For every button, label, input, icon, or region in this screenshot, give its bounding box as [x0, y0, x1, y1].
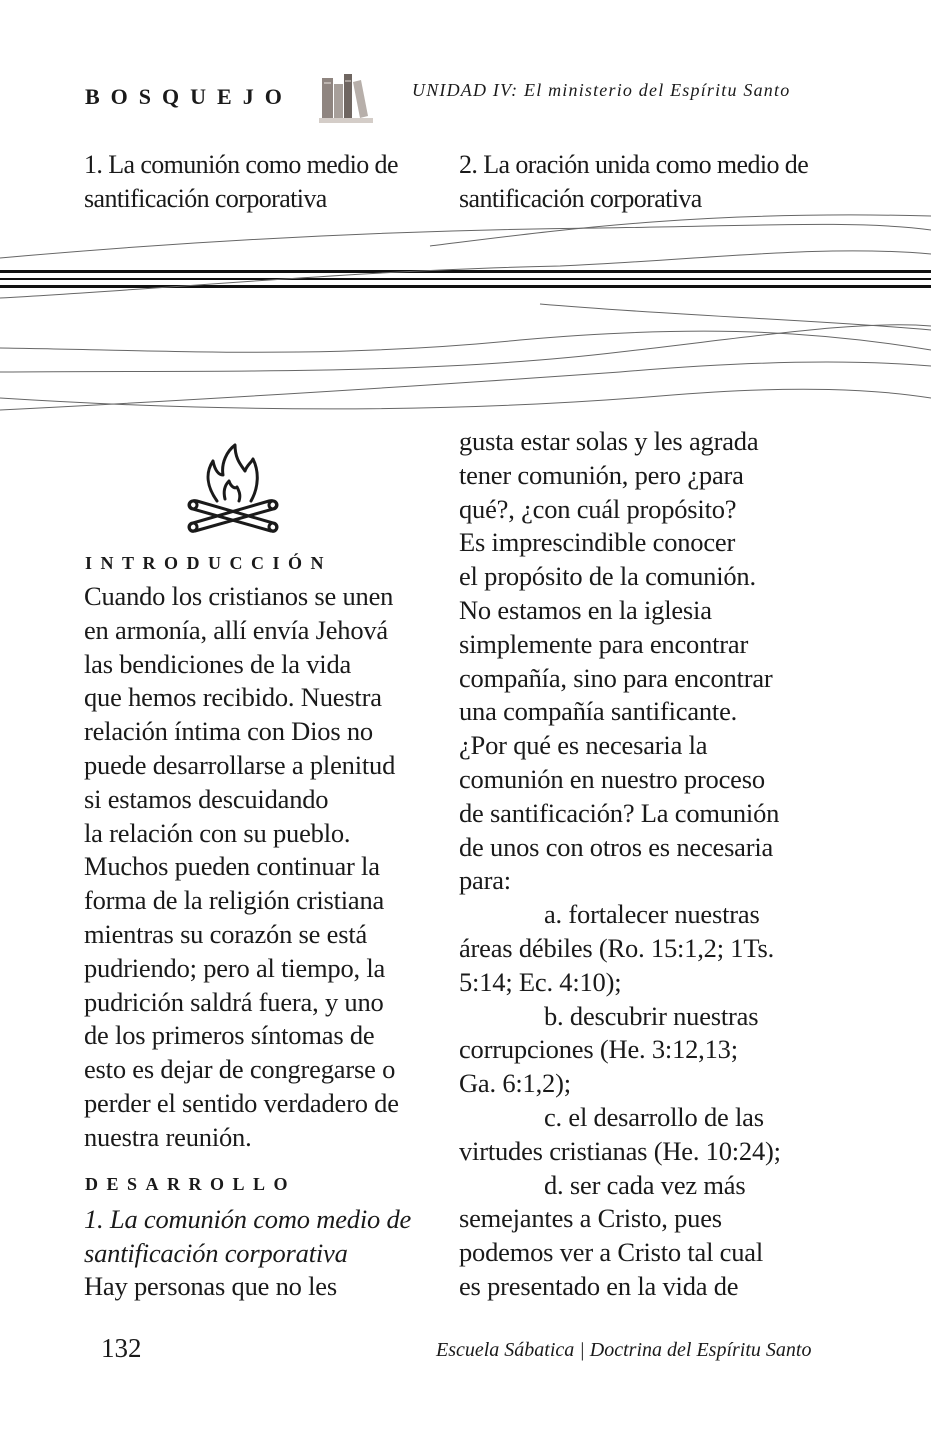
right-column-text [459, 425, 819, 1304]
text-line: gusta estar solas y les agrada [459, 426, 759, 456]
text-line: si estamos descuidando [84, 783, 329, 814]
text-line: simplemente para encontrar [459, 628, 749, 659]
text-line: Muchos pueden continuar la [84, 851, 380, 882]
list-item-d: d. ser cada vez más [544, 1169, 746, 1200]
text-line: de unos con otros es necesaria [459, 831, 774, 862]
campfire-icon [183, 443, 283, 539]
section-1-text: Hay personas que no les [84, 1271, 337, 1301]
text-line: podemos ver a Cristo tal cual [459, 1237, 764, 1268]
text-line: que hemos recibido. Nuestra [84, 682, 382, 713]
text-line: pudriendo; pero al tiempo, la [84, 952, 386, 983]
text-line: forma de la religión cristiana [84, 885, 385, 916]
text-line: nuestra reunión. [84, 1121, 252, 1152]
section-1-title [84, 1203, 429, 1271]
books-icon [318, 72, 374, 126]
text-line: pudrición saldrá fuera, y uno [84, 986, 384, 1017]
intro-heading: INTRODUCCIÓN [85, 553, 333, 573]
outline-item-2: 2. La oración unida como medio de santificación corporativa [459, 150, 809, 213]
text-line: para: [459, 865, 511, 896]
text-line: relación íntima con Dios no [84, 716, 373, 747]
text-line: las bendiciones de la vida [84, 648, 352, 679]
development-heading: DESARROLLO [85, 1174, 297, 1194]
text-line: una compañía santificante. [459, 696, 738, 727]
footer-title: Escuela Sábatica | Doctrina del Espíritu Santo [436, 1339, 812, 1361]
outline-item-1: 1. La comunión como medio de santificación corporativa [84, 150, 398, 213]
text-line: semejantes a Cristo, pues [459, 1203, 722, 1234]
text-line: áreas débiles (Ro. 15:1,2; 1Ts. [459, 932, 775, 963]
text-line: Ga. 6:1,2); [459, 1068, 571, 1099]
text-line: compañía, sino para encontrar [459, 662, 773, 693]
text-line: tener comunión, pero ¿para [459, 459, 744, 490]
text-line: Cuando los cristianos se unen [84, 581, 394, 611]
text-line: puede desarrollarse a plenitud [84, 749, 396, 780]
text-line: perder el sentido verdadero de [84, 1087, 399, 1118]
text-line: corrupciones (He. 3:12,13; [459, 1034, 738, 1065]
text-line: en armonía, allí envía Jehová [84, 614, 388, 645]
unit-title: UNIDAD IV: El ministerio del Espíritu Santo [412, 80, 791, 100]
text-line: la relación con su pueblo. [84, 817, 351, 848]
text-line: el propósito de la comunión. [459, 561, 756, 592]
text-line: qué?, ¿con cuál propósito? [459, 493, 737, 524]
text-line: 1. La comunión como medio de [84, 1204, 412, 1234]
text-line: ¿Por qué es necesaria la [459, 730, 708, 761]
text-line: mientras su corazón se está [84, 918, 368, 949]
page-number: 132 [101, 1333, 142, 1363]
intro-paragraph [84, 580, 429, 1155]
text-line: Es imprescindible conocer [459, 527, 736, 558]
text-line: virtudes cristianas (He. 10:24); [459, 1135, 781, 1166]
text-line: comunión en nuestro proceso [459, 763, 765, 794]
text-line: No estamos en la iglesia [459, 594, 712, 625]
text-line: 5:14; Ec. 4:10); [459, 966, 622, 997]
text-line: es presentado en la vida de [459, 1270, 739, 1301]
list-item-b: b. descubrir nuestras [544, 1000, 759, 1031]
list-item-a: a. fortalecer nuestras [544, 899, 760, 930]
decorative-lines [0, 200, 931, 420]
text-line: santificación corporativa [84, 1237, 348, 1268]
section-label: BOSQUEJO [85, 84, 293, 109]
text-line: esto es dejar de congregarse o [84, 1054, 396, 1085]
text-line: de santificación? La comunión [459, 797, 780, 828]
list-item-c: c. el desarrollo de las [544, 1101, 764, 1132]
text-line: de los primeros síntomas de [84, 1020, 375, 1051]
